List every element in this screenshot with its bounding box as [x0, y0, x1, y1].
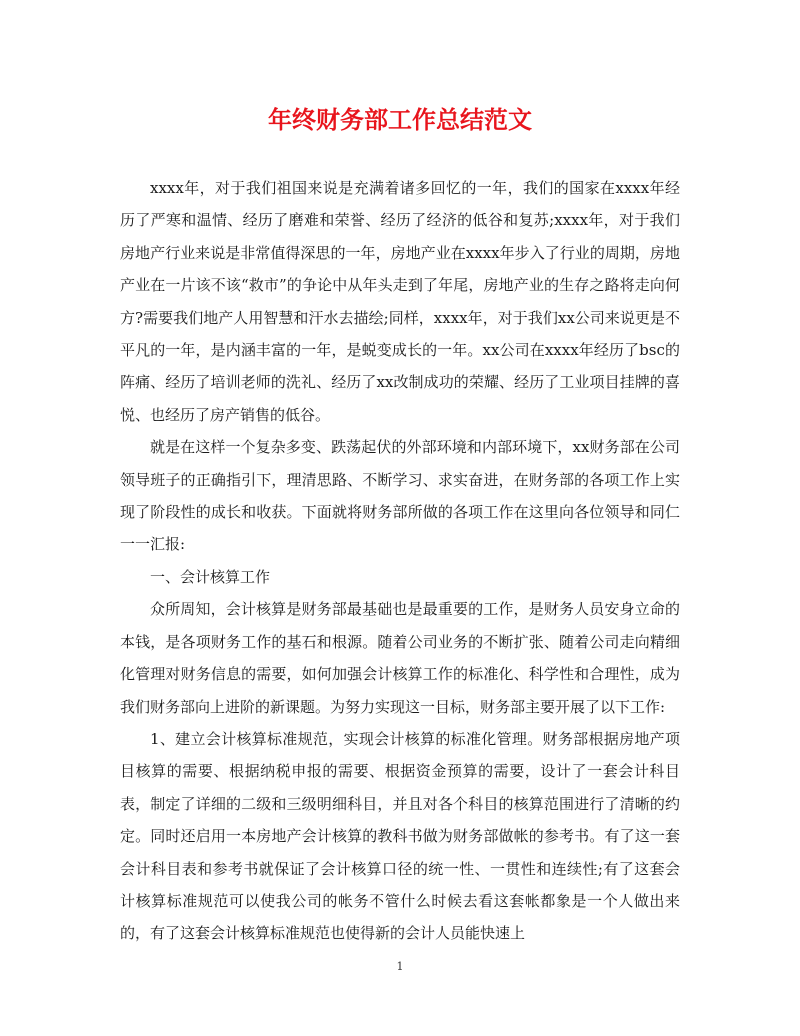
paragraph-section-2: 1、建立会计核算标准规范，实现会计核算的标准化管理。财务部根据房地产项目核算的需要、根据纳税申报的需要、根据资金预算的需要，设计了一套会计科目表，制定了详细的二级和三级明细科目，并且对各个科目的核算范围进行了清晰的约定。同时还启用一本房地产会计核算的教科书做为财务部做帐的参考书。有了这一套会计科目表和参考书就保证了会计核算口径的统一性、一贯性和连续性;有了这套会计核算标准规范可以使我公司的帐务不管什么时候去看这套帐都象是一个人做出来的，有了这套会计核算标准规范也使得新的会计人员能快速上 — [120, 729, 680, 943]
section-heading: 一、会计核算工作 — [150, 567, 271, 586]
paragraph-intro-2: 就是在这样一个复杂多变、跌荡起伏的外部环境和内部环境下，xx财务部在公司领导班子的正确指引下，理清思路、不断学习、求实奋进，在财务部的各项工作上实现了阶段性的成长和收获。下面就将财务部所做的各项工作在这里向各位领导和同仁一一汇报: — [120, 438, 680, 554]
paragraph-section-1: 众所周知，会计核算是财务部最基础也是最重要的工作，是财务人员安身立命的本钱，是各项财务工作的基石和根源。随着公司业务的不断扩张、随着公司走向精细化管理对财务信息的需要，如何加强会计核算工作的标准化、科学性和合理性，成为我们财务部向上进阶的新课题。为努力实现这一目标，财务部主要开展了以下工作: — [120, 600, 680, 716]
document-body — [120, 172, 680, 950]
paragraph-intro-1: xxxx年，对于我们祖国来说是充满着诸多回忆的一年，我们的国家在xxxx年经历了严寒和温情、经历了磨难和荣誉、经历了经济的低谷和复苏;xxxx年，对于我们房地产行业来说是非常值得深思的一年，房地产业在xxxx年步入了行业的周期，房地产业在一片该不该“救市”的争论中从年头走到了年尾，房地产业的生存之路将走向何方?需要我们地产人用智慧和汗水去描绘;同样，xxxx年，对于我们xx公司来说更是不平凡的一年，是内涵丰富的一年，是蜕变成长的一年。xx公司在xxxx年经历了bsc的阵痛、经历了培训老师的洗礼、经历了xx改制成功的荣耀、经历了工业项目挂牌的喜悦、也经历了房产销售的低谷。 — [120, 179, 680, 424]
document-title: 年终财务部工作总结范文 — [268, 105, 532, 134]
page-number: 1 — [396, 960, 404, 973]
